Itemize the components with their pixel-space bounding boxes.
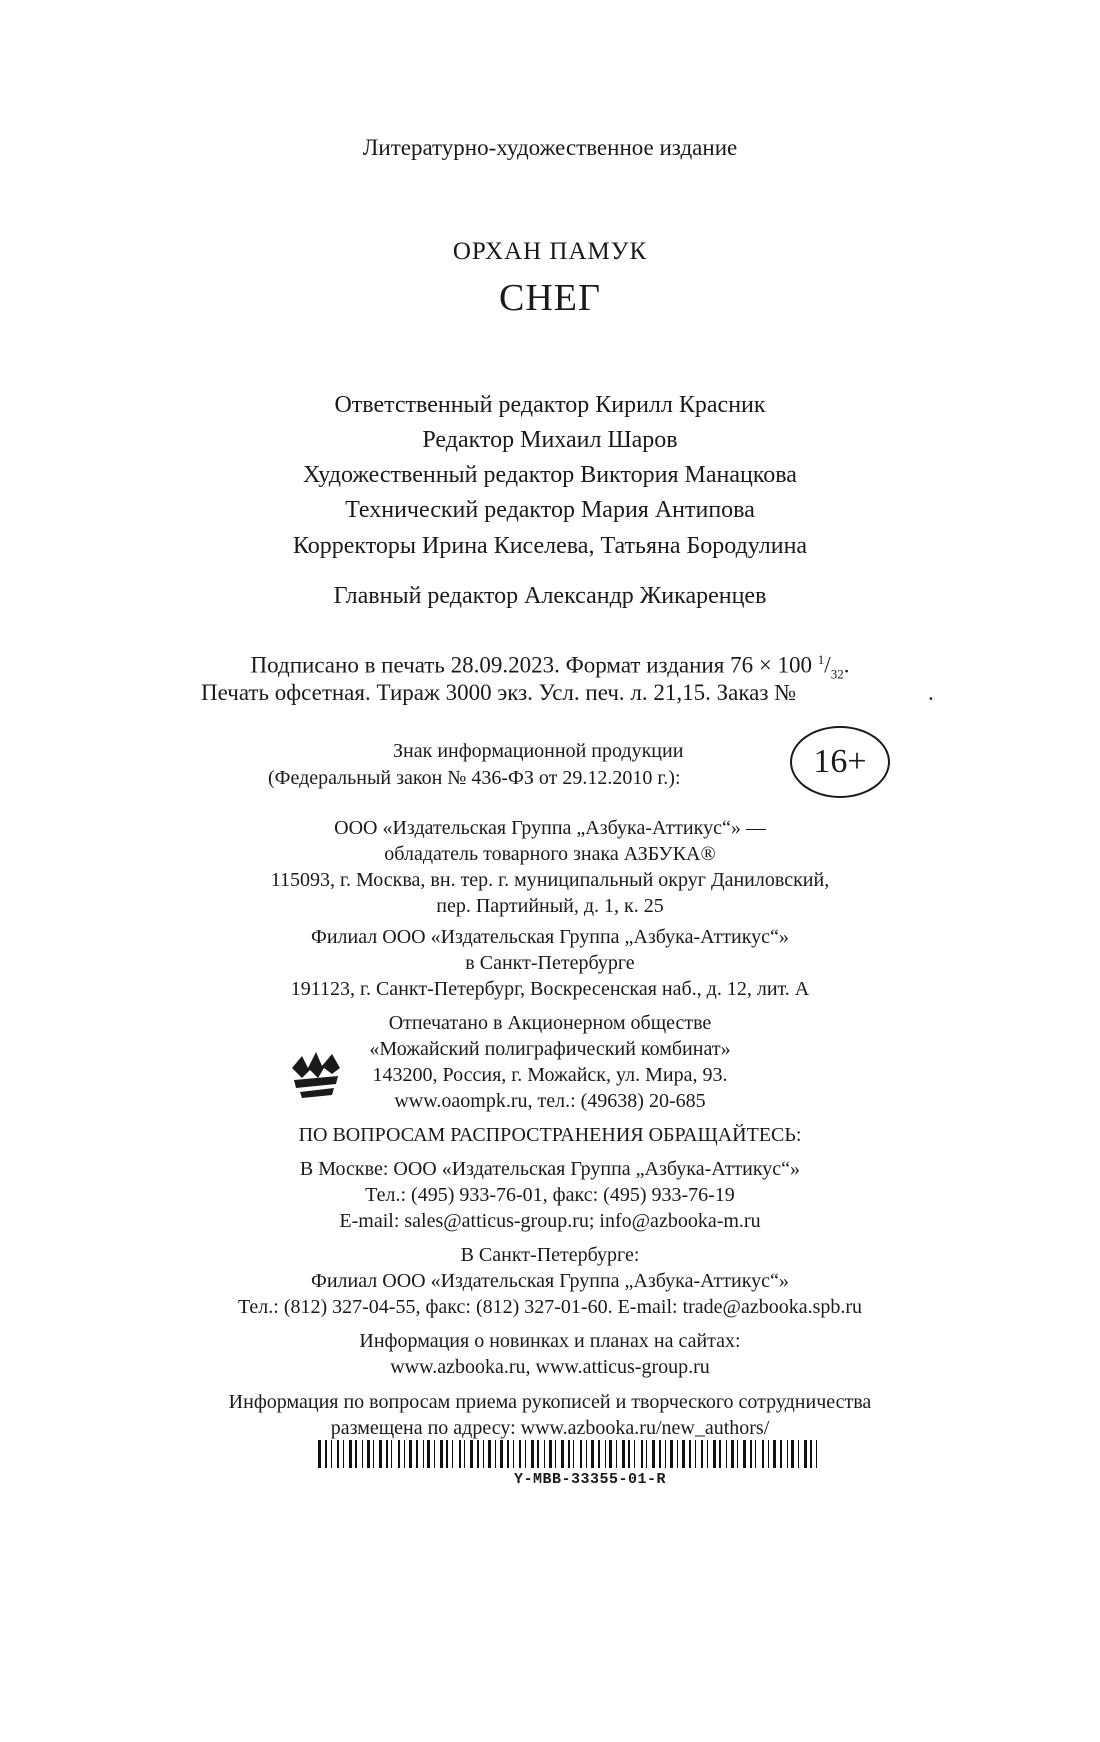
barcode-bar <box>670 1440 673 1468</box>
edition-type: Литературно-художественное издание <box>362 135 738 160</box>
barcode-bar <box>568 1440 570 1468</box>
printer-line: www.oaompk.ru, тел.: (49638) 20-685 <box>394 1090 706 1112</box>
barcode-bar <box>367 1440 370 1468</box>
barcode-bar <box>561 1440 564 1468</box>
barcode-bar <box>331 1440 332 1468</box>
barcode-bar <box>513 1440 514 1468</box>
info-sign-law: (Федеральный закон № 436-ФЗ от 29.12.2010 г.): <box>268 767 681 789</box>
barcode-bar <box>682 1440 685 1468</box>
barcode-bar <box>477 1440 479 1468</box>
barcode-bar <box>628 1440 630 1468</box>
distribution-moscow-line: Тел.: (495) 933-76-01, факс: (495) 933-76-19 <box>365 1184 735 1206</box>
barcode-bar <box>325 1440 327 1468</box>
barcode-bar <box>622 1440 625 1468</box>
distribution-spb-line: Филиал ООО «Издательская Группа „Азбука-Аттикус“» <box>311 1270 789 1292</box>
barcode-bar <box>787 1440 788 1468</box>
barcode-bar <box>726 1440 727 1468</box>
distribution-heading: ПО ВОПРОСАМ РАСПРОСТРАНЕНИЯ ОБРАЩАЙТЕСЬ: <box>298 1124 802 1146</box>
barcode-bar <box>652 1440 655 1468</box>
manuscripts-line: размещена по адресу: www.azbooka.ru/new_authors/ <box>330 1417 770 1439</box>
barcode-bar <box>731 1440 734 1468</box>
barcode-bar <box>646 1440 647 1468</box>
barcode-bar <box>555 1440 556 1468</box>
barcode-bar <box>791 1440 794 1468</box>
barcode-bar <box>743 1440 746 1468</box>
credit-line: Корректоры Ирина Киселева, Татьяна Бородулина <box>292 533 808 559</box>
distribution-moscow-line: E-mail: sales@atticus-group.ru; info@azbooka-m.ru <box>339 1210 761 1232</box>
publisher-line: обладатель товарного знака АЗБУКА® <box>384 843 716 865</box>
printer-logo-icon <box>288 1048 344 1100</box>
barcode-bar <box>398 1440 400 1468</box>
book-author: ОРХАН ПАМУК <box>452 238 648 265</box>
barcode-bar <box>355 1440 357 1468</box>
barcode-bar <box>409 1440 412 1468</box>
barcode-bar <box>634 1440 635 1468</box>
barcode-bar <box>591 1440 594 1468</box>
publisher-line: 115093, г. Москва, вн. тер. г. муниципальный округ Даниловский, <box>270 869 830 891</box>
barcode-bar <box>500 1440 503 1468</box>
branch-line: 191123, г. Санкт-Петербург, Воскресенская наб., д. 12, лит. А <box>290 978 810 1000</box>
branch-line: в Санкт-Петербурге <box>465 952 635 974</box>
barcode-bar <box>349 1440 352 1468</box>
manuscripts-line: Информация по вопросам приема рукописей и творческого сотрудничества <box>228 1391 872 1413</box>
barcode-bar <box>689 1440 691 1468</box>
barcode-bar <box>586 1440 587 1468</box>
barcode-bar <box>470 1440 473 1468</box>
barcode-bar <box>755 1440 756 1468</box>
barcode-bar <box>373 1440 374 1468</box>
barcode-bar <box>483 1440 484 1468</box>
barcode-bar <box>434 1440 435 1468</box>
distribution-spb-line: Тел.: (812) 327-04-55, факс: (812) 327-01-60. E-mail: trade@azbooka.spb.ru <box>237 1296 863 1318</box>
barcode-bar <box>762 1440 764 1468</box>
publisher-line: ООО «Издательская Группа „Азбука-Аттикус“» — <box>334 817 766 839</box>
barcode-code: Y-MBB-33355-01-R <box>513 1471 667 1488</box>
barcode-bar <box>773 1440 776 1468</box>
printer-line: Отпечатано в Акционерном обществе <box>388 1012 712 1034</box>
barcode-bar <box>816 1440 817 1468</box>
barcode-bar <box>537 1440 539 1468</box>
book-title: СНЕГ <box>499 277 601 319</box>
barcode-bar <box>665 1440 666 1468</box>
barcode-bar <box>810 1440 812 1468</box>
barcode-bar <box>525 1440 526 1468</box>
barcode-bar <box>446 1440 448 1468</box>
barcode-bar <box>580 1440 582 1468</box>
barcode-bar <box>544 1440 545 1468</box>
printer-line: «Можайский полиграфический комбинат» <box>369 1038 731 1060</box>
credit-line: Художественный редактор Виктория Манацкова <box>303 462 797 488</box>
print-info-line2-end: . <box>928 680 934 705</box>
barcode-bar <box>459 1440 461 1468</box>
barcode-bar <box>616 1440 617 1468</box>
barcode-bar <box>488 1440 491 1468</box>
barcode-bar <box>780 1440 782 1468</box>
barcode-bar <box>343 1440 344 1468</box>
barcode-bar <box>519 1440 521 1468</box>
barcode-bar <box>750 1440 752 1468</box>
barcode-bar <box>701 1440 703 1468</box>
barcode-bar <box>798 1440 799 1468</box>
info-sign-label: Знак информационной продукции <box>393 740 684 762</box>
barcode-bar <box>507 1440 509 1468</box>
barcode-bar <box>695 1440 696 1468</box>
credit-line: Технический редактор Мария Антипова <box>345 497 755 523</box>
barcode-bar <box>531 1440 534 1468</box>
barcode-bar <box>464 1440 465 1468</box>
credit-line: Ответственный редактор Кирилл Красник <box>334 392 766 418</box>
barcode-bar <box>416 1440 418 1468</box>
print-info-line1: Подписано в печать 28.09.2023. Формат издания 76 × 100 $^1/_{32}$. <box>250 652 850 682</box>
distribution-spb-line: В Санкт-Петербурге: <box>460 1244 640 1266</box>
barcode-bar <box>677 1440 678 1468</box>
age-rating-badge: 16+ <box>790 726 890 798</box>
branch-line: Филиал ООО «Издательская Группа „Азбука-Аттикус“» <box>311 926 789 948</box>
news-line: Информация о новинках и планах на сайтах: <box>359 1330 741 1352</box>
barcode-bar <box>452 1440 453 1468</box>
barcode-bar <box>391 1440 392 1468</box>
barcode-bar <box>719 1440 721 1468</box>
printer-line: 143200, Россия, г. Можайск, ул. Мира, 93. <box>372 1064 728 1086</box>
credit-line: Редактор Михаил Шаров <box>422 427 678 453</box>
print-info-line2: Печать офсетная. Тираж 3000 экз. Усл. печ. л. 21,15. Заказ № <box>201 680 797 705</box>
publisher-line: пер. Партийный, д. 1, к. 25 <box>436 895 664 917</box>
barcode-bar <box>737 1440 738 1468</box>
barcode-bar <box>768 1440 769 1468</box>
barcode-bar <box>659 1440 661 1468</box>
barcode-bar <box>440 1440 443 1468</box>
barcode-bar <box>404 1440 405 1468</box>
chief-editor: Главный редактор Александр Жикаренцев <box>333 583 767 609</box>
barcode-bar <box>495 1440 496 1468</box>
barcode-bar <box>549 1440 552 1468</box>
distribution-moscow-line: В Москве: ООО «Издательская Группа „Азбука-Аттикус“» <box>299 1158 801 1180</box>
barcode-bar <box>598 1440 600 1468</box>
barcode-bar <box>379 1440 382 1468</box>
barcode-bar <box>318 1440 321 1468</box>
barcode-bar <box>386 1440 388 1468</box>
barcode-bar <box>423 1440 424 1468</box>
barcode-bar <box>713 1440 716 1468</box>
barcode <box>318 1440 820 1468</box>
barcode-bar <box>337 1440 339 1468</box>
barcode-bar <box>707 1440 708 1468</box>
barcode-bar <box>605 1440 606 1468</box>
barcode-bar <box>573 1440 574 1468</box>
barcode-bar <box>427 1440 430 1468</box>
news-line: www.azbooka.ru, www.atticus-group.ru <box>390 1356 710 1378</box>
barcode-bar <box>641 1440 643 1468</box>
barcode-bar <box>804 1440 807 1468</box>
barcode-bar <box>362 1440 363 1468</box>
barcode-bar <box>609 1440 612 1468</box>
